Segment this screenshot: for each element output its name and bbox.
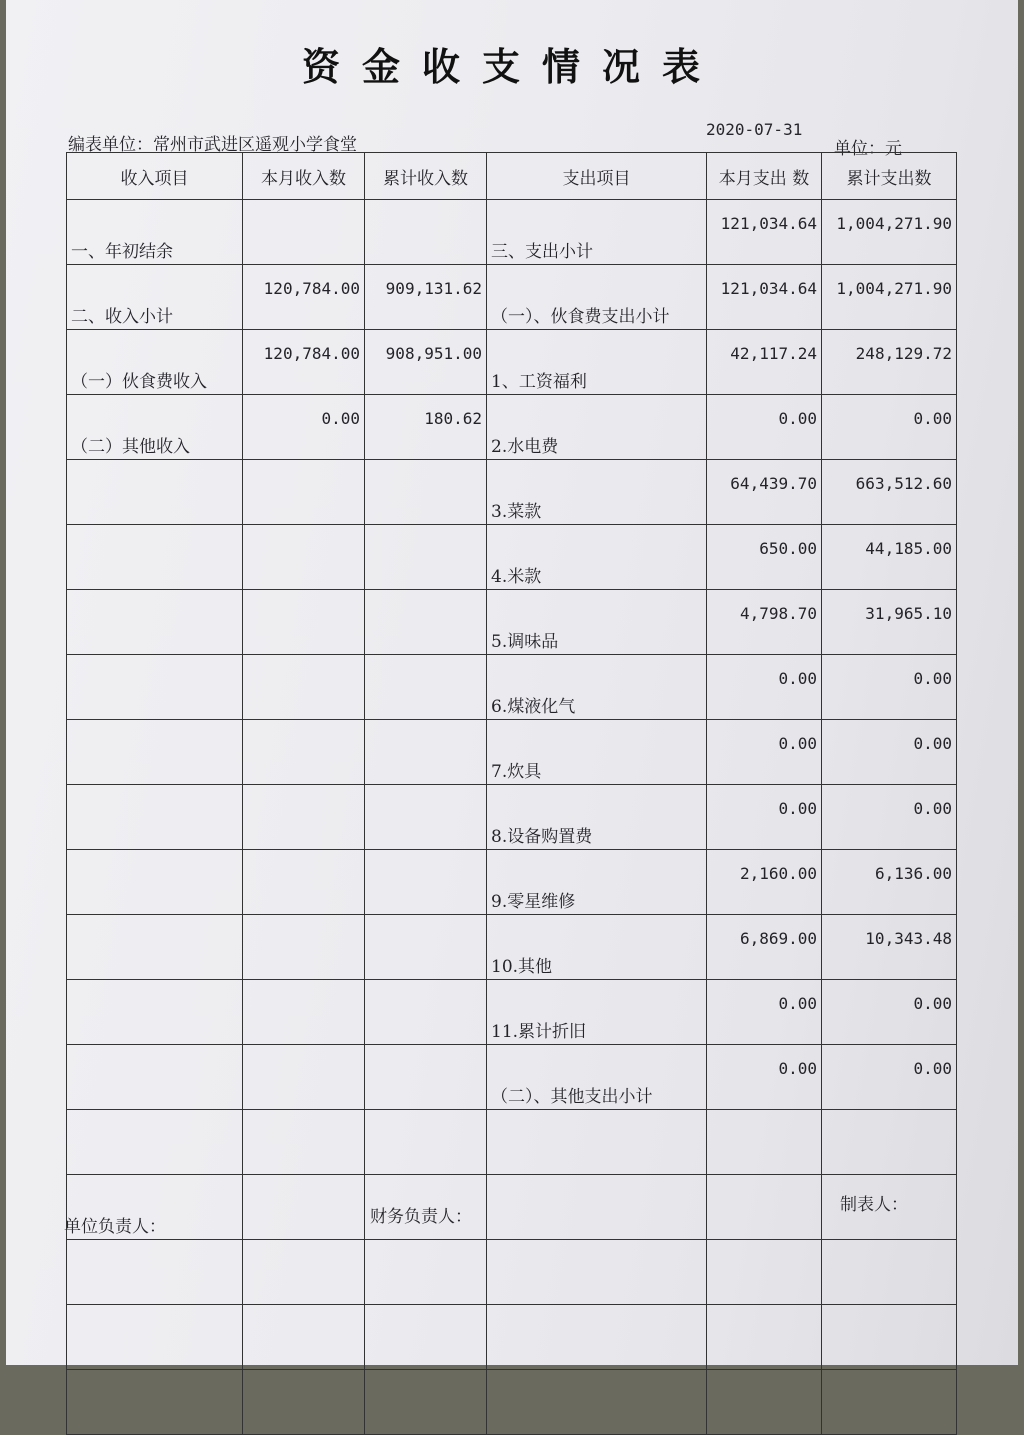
income-item-cell xyxy=(67,1240,243,1305)
expense-item-cell xyxy=(487,1370,707,1435)
cumulative-expense-cell: 663,512.60 xyxy=(822,460,957,525)
table-row xyxy=(67,1240,957,1305)
monthly-expense-cell: 0.00 xyxy=(707,980,822,1045)
monthly-expense-cell: 0.00 xyxy=(707,395,822,460)
cumulative-income-cell xyxy=(365,1305,487,1370)
cumulative-income-cell xyxy=(365,1240,487,1305)
income-item-cell xyxy=(67,1305,243,1370)
currency-unit: 单位：元 xyxy=(834,139,902,159)
cumulative-income-cell: 909,131.62 xyxy=(365,265,487,330)
compiling-unit: 编表单位：常州市武进区遥观小学食堂 xyxy=(68,135,357,155)
cumulative-expense-cell: 31,965.10 xyxy=(822,590,957,655)
expense-item-cell xyxy=(487,1175,707,1240)
monthly-income-cell xyxy=(243,850,365,915)
cumulative-income-cell xyxy=(365,1045,487,1110)
monthly-expense-cell xyxy=(707,1240,822,1305)
cumulative-income-cell xyxy=(365,655,487,720)
expense-item-cell: 11.累计折旧 xyxy=(487,980,707,1045)
income-item-cell: 一、年初结余 xyxy=(67,200,243,265)
table-row xyxy=(67,850,957,915)
table-row xyxy=(67,590,957,655)
monthly-expense-cell: 121,034.64 xyxy=(707,200,822,265)
income-item-cell xyxy=(67,850,243,915)
monthly-income-cell xyxy=(243,1175,365,1240)
cumulative-expense-cell: 10,343.48 xyxy=(822,915,957,980)
expense-item-cell: 4.米款 xyxy=(487,525,707,590)
monthly-expense-cell: 0.00 xyxy=(707,655,822,720)
monthly-expense-cell: 121,034.64 xyxy=(707,265,822,330)
table-header-row xyxy=(67,153,957,200)
cumulative-income-cell xyxy=(365,200,487,265)
expense-item-cell: 5.调味品 xyxy=(487,590,707,655)
income-item-cell: 二、收入小计 xyxy=(67,265,243,330)
cumulative-expense-cell xyxy=(822,1240,957,1305)
column-header: 本月支出 数 xyxy=(707,153,822,200)
monthly-expense-cell: 0.00 xyxy=(707,785,822,850)
income-item-cell xyxy=(67,460,243,525)
expense-item-cell: （一）、伙食费支出小计 xyxy=(487,265,707,330)
monthly-expense-cell xyxy=(707,1175,822,1240)
cumulative-income-cell xyxy=(365,720,487,785)
expense-item-cell xyxy=(487,1305,707,1370)
monthly-income-cell xyxy=(243,655,365,720)
monthly-income-cell xyxy=(243,785,365,850)
cumulative-income-cell xyxy=(365,980,487,1045)
expense-item-cell xyxy=(487,1240,707,1305)
table-row xyxy=(67,265,957,330)
report-title: 资金收支情况表 xyxy=(301,45,722,89)
cumulative-expense-cell: 0.00 xyxy=(822,980,957,1045)
table-row xyxy=(67,395,957,460)
table-row xyxy=(67,785,957,850)
column-header: 支出项目 xyxy=(487,153,707,200)
monthly-expense-cell xyxy=(707,1110,822,1175)
cumulative-income-cell: 180.62 xyxy=(365,395,487,460)
table-row xyxy=(67,655,957,720)
expense-item-cell: 9.零星维修 xyxy=(487,850,707,915)
expense-item-cell: 10.其他 xyxy=(487,915,707,980)
income-item-cell xyxy=(67,785,243,850)
expense-item-cell xyxy=(487,1110,707,1175)
monthly-income-cell xyxy=(243,1305,365,1370)
income-item-cell xyxy=(67,720,243,785)
cumulative-expense-cell xyxy=(822,1370,957,1435)
unit-head-signature-label: 单位负责人： xyxy=(64,1217,166,1237)
cumulative-expense-cell: 44,185.00 xyxy=(822,525,957,590)
table-row xyxy=(67,915,957,980)
income-item-cell xyxy=(67,915,243,980)
cumulative-income-cell xyxy=(365,460,487,525)
income-item-cell xyxy=(67,525,243,590)
expense-item-cell: 三、支出小计 xyxy=(487,200,707,265)
income-item-cell xyxy=(67,655,243,720)
monthly-expense-cell: 2,160.00 xyxy=(707,850,822,915)
income-item-cell xyxy=(67,1370,243,1435)
monthly-income-cell xyxy=(243,590,365,655)
cumulative-expense-cell xyxy=(822,1110,957,1175)
column-header: 累计支出数 xyxy=(822,153,957,200)
monthly-income-cell xyxy=(243,1045,365,1110)
monthly-expense-cell: 64,439.70 xyxy=(707,460,822,525)
table-row xyxy=(67,1175,957,1240)
report-date: 2020-07-31 xyxy=(706,120,803,139)
expense-item-cell: 2.水电费 xyxy=(487,395,707,460)
cumulative-income-cell: 908,951.00 xyxy=(365,330,487,395)
paper-sheet xyxy=(6,0,1018,1365)
table-row xyxy=(67,1110,957,1175)
cumulative-expense-cell: 0.00 xyxy=(822,785,957,850)
monthly-income-cell xyxy=(243,915,365,980)
expense-item-cell: 7.炊具 xyxy=(487,720,707,785)
monthly-income-cell xyxy=(243,1110,365,1175)
monthly-expense-cell xyxy=(707,1370,822,1435)
expense-item-cell: 1、工资福利 xyxy=(487,330,707,395)
monthly-expense-cell: 6,869.00 xyxy=(707,915,822,980)
cumulative-income-cell xyxy=(365,1370,487,1435)
monthly-expense-cell xyxy=(707,1305,822,1370)
table-row xyxy=(67,200,957,265)
monthly-income-cell xyxy=(243,720,365,785)
cumulative-expense-cell: 1,004,271.90 xyxy=(822,265,957,330)
table-row xyxy=(67,1305,957,1370)
monthly-expense-cell: 0.00 xyxy=(707,720,822,785)
monthly-income-cell: 120,784.00 xyxy=(243,330,365,395)
monthly-expense-cell: 650.00 xyxy=(707,525,822,590)
cumulative-income-cell xyxy=(365,850,487,915)
monthly-income-cell xyxy=(243,200,365,265)
table-row xyxy=(67,1045,957,1110)
cumulative-expense-cell: 248,129.72 xyxy=(822,330,957,395)
cumulative-expense-cell: 6,136.00 xyxy=(822,850,957,915)
expense-item-cell: 6.煤液化气 xyxy=(487,655,707,720)
column-header: 累计收入数 xyxy=(365,153,487,200)
income-item-cell xyxy=(67,1045,243,1110)
cumulative-income-cell xyxy=(365,525,487,590)
income-item-cell xyxy=(67,980,243,1045)
column-header: 本月收入数 xyxy=(243,153,365,200)
cumulative-income-cell xyxy=(365,915,487,980)
monthly-income-cell: 0.00 xyxy=(243,395,365,460)
table-row xyxy=(67,720,957,785)
expense-item-cell: （二）、其他支出小计 xyxy=(487,1045,707,1110)
monthly-income-cell xyxy=(243,525,365,590)
cumulative-expense-cell: 0.00 xyxy=(822,655,957,720)
monthly-expense-cell: 0.00 xyxy=(707,1045,822,1110)
expense-item-cell: 8.设备购置费 xyxy=(487,785,707,850)
income-expense-table xyxy=(66,152,957,1435)
cumulative-expense-cell: 0.00 xyxy=(822,1045,957,1110)
table-row xyxy=(67,330,957,395)
monthly-income-cell xyxy=(243,1240,365,1305)
cumulative-income-cell xyxy=(365,1110,487,1175)
cumulative-expense-cell: 0.00 xyxy=(822,395,957,460)
table-row xyxy=(67,980,957,1045)
income-item-cell: （一）伙食费收入 xyxy=(67,330,243,395)
cumulative-expense-cell: 0.00 xyxy=(822,720,957,785)
income-item-cell xyxy=(67,1110,243,1175)
table-row xyxy=(67,1370,957,1435)
cumulative-income-cell xyxy=(365,590,487,655)
cumulative-income-cell xyxy=(365,785,487,850)
table-row xyxy=(67,525,957,590)
monthly-expense-cell: 42,117.24 xyxy=(707,330,822,395)
expense-item-cell: 3.菜款 xyxy=(487,460,707,525)
finance-head-signature-label: 财务负责人： xyxy=(370,1207,472,1227)
cumulative-expense-cell xyxy=(822,1305,957,1370)
monthly-income-cell: 120,784.00 xyxy=(243,265,365,330)
income-item-cell: （二）其他收入 xyxy=(67,395,243,460)
preparer-signature-label: 制表人： xyxy=(840,1195,908,1215)
table-row xyxy=(67,460,957,525)
monthly-income-cell xyxy=(243,1370,365,1435)
income-item-cell xyxy=(67,590,243,655)
monthly-expense-cell: 4,798.70 xyxy=(707,590,822,655)
monthly-income-cell xyxy=(243,980,365,1045)
cumulative-expense-cell: 1,004,271.90 xyxy=(822,200,957,265)
monthly-income-cell xyxy=(243,460,365,525)
column-header: 收入项目 xyxy=(67,153,243,200)
